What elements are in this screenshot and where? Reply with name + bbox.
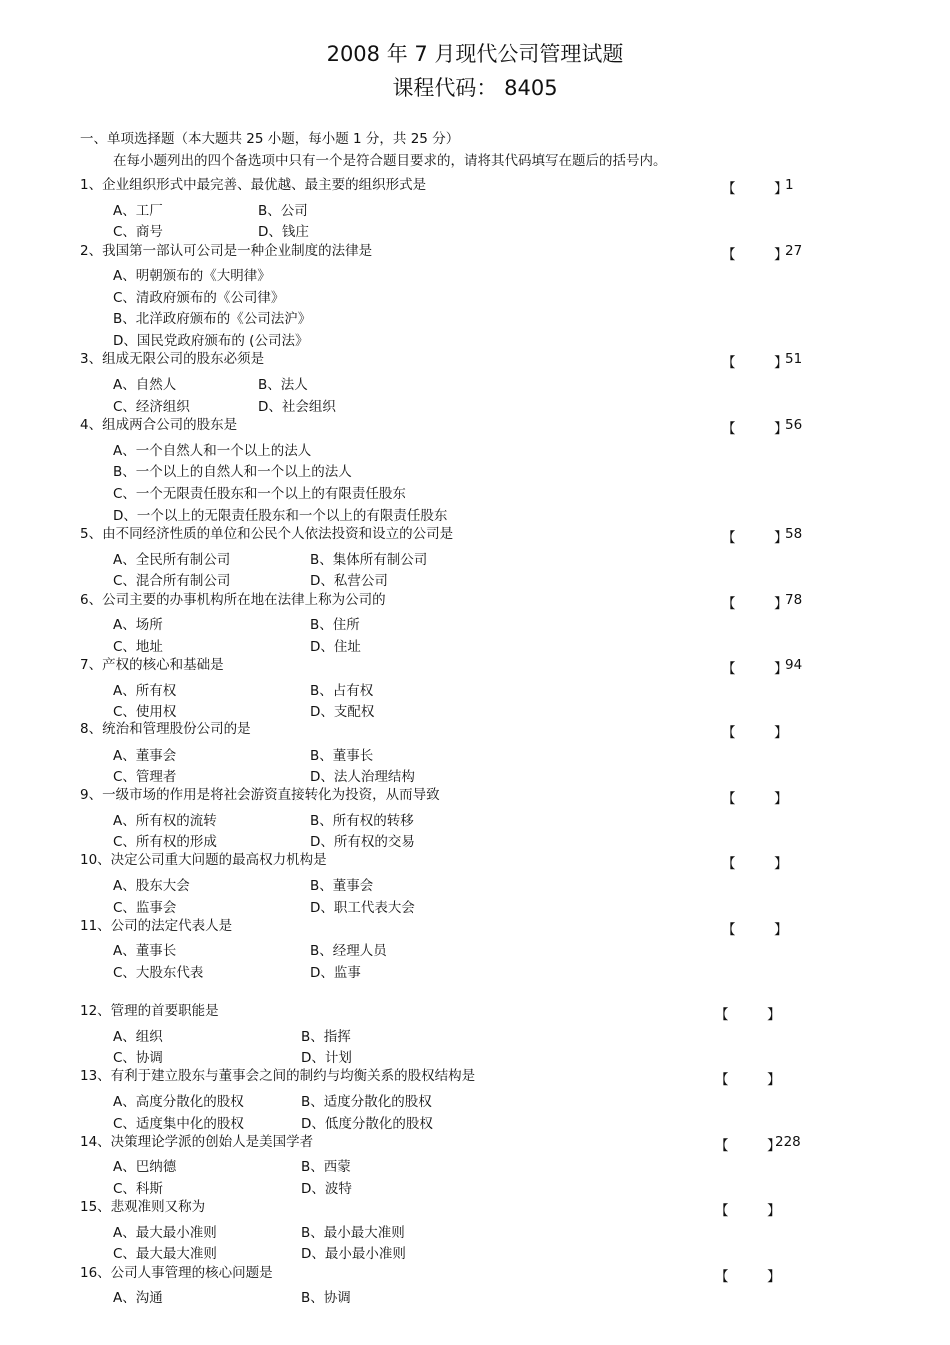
answer-option: D、计划 — [301, 1050, 352, 1066]
answer-option: D、低度分散化的股权 — [301, 1116, 433, 1132]
answer-bracket: 【 】 — [722, 661, 788, 677]
answer-option: D、住址 — [310, 639, 361, 655]
answer-option: D、私营公司 — [310, 573, 388, 589]
page-reference: 78 — [785, 592, 803, 608]
answer-option: C、经济组织 — [113, 399, 190, 415]
answer-option: A、全民所有制公司 — [113, 552, 231, 568]
answer-option: A、董事会 — [113, 748, 177, 764]
section-heading: 一、单项选择题（本大题共 25 小题，每小题 1 分，共 25 分） — [80, 131, 460, 147]
answer-option: A、高度分散化的股权 — [113, 1094, 244, 1110]
answer-option: D、波特 — [301, 1181, 352, 1197]
answer-option: D、法人治理结构 — [310, 769, 415, 785]
answer-option: C、科斯 — [113, 1181, 163, 1197]
answer-option: C、清政府颁布的《公司律》 — [113, 290, 285, 306]
question-stem: 11、公司的法定代表人是 — [80, 918, 233, 934]
question-stem: 16、公司人事管理的核心问题是 — [80, 1265, 273, 1281]
question-stem: 4、组成两合公司的股东是 — [80, 417, 238, 433]
answer-bracket: 【 】 — [722, 181, 788, 197]
answer-option: A、一个自然人和一个以上的法人 — [113, 443, 312, 459]
answer-option: D、所有权的交易 — [310, 834, 415, 850]
answer-bracket: 【 】 — [715, 1203, 781, 1219]
question-stem: 10、决定公司重大问题的最高权力机构是 — [80, 852, 327, 868]
answer-bracket: 【 】 — [722, 725, 788, 741]
answer-bracket: 【 】 — [722, 856, 788, 872]
answer-option: A、沟通 — [113, 1290, 163, 1306]
answer-option: B、经理人员 — [310, 943, 387, 959]
answer-option: B、董事长 — [310, 748, 374, 764]
instruction-text: 在每小题列出的四个备选项中只有一个是符合题目要求的，请将其代码填写在题后的括号内。 — [113, 153, 667, 169]
answer-bracket: 【 】 — [715, 1007, 781, 1023]
answer-option: D、最小最小准则 — [301, 1246, 406, 1262]
exam-title: 2008 年 7 月现代公司管理试题 — [326, 42, 624, 66]
answer-option: D、钱庄 — [258, 224, 309, 240]
answer-option: B、适度分散化的股权 — [301, 1094, 432, 1110]
question-stem: 9、一级市场的作用是将社会游资直接转化为投资，从而导致 — [80, 787, 440, 803]
question-stem: 6、公司主要的办事机构所在地在法律上称为公司的 — [80, 592, 386, 608]
answer-option: B、公司 — [258, 203, 308, 219]
answer-option: D、国民党政府颁布的 (公司法》 — [113, 333, 309, 349]
answer-bracket: 【 】 — [722, 421, 788, 437]
course-code: 课程代码： 8405 — [392, 76, 558, 100]
answer-bracket: 【 】 — [722, 791, 788, 807]
answer-bracket: 【 】 — [722, 596, 788, 612]
page-reference: 51 — [785, 351, 803, 367]
question-stem: 12、管理的首要职能是 — [80, 1003, 219, 1019]
answer-option: D、监事 — [310, 965, 361, 981]
question-stem: 15、悲观准则又称为 — [80, 1199, 206, 1215]
answer-option: A、工厂 — [113, 203, 163, 219]
page-reference: 56 — [785, 417, 803, 433]
answer-bracket: 【 】 — [722, 355, 788, 371]
answer-option: C、管理者 — [113, 769, 177, 785]
answer-option: C、最大最大准则 — [113, 1246, 217, 1262]
answer-option: B、所有权的转移 — [310, 813, 414, 829]
answer-bracket: 【 】 — [722, 247, 788, 263]
answer-option: C、协调 — [113, 1050, 163, 1066]
answer-option: A、所有权 — [113, 683, 177, 699]
answer-option: A、所有权的流转 — [113, 813, 217, 829]
answer-option: D、支配权 — [310, 704, 375, 720]
answer-bracket: 【 】 — [722, 922, 788, 938]
answer-option: A、最大最小准则 — [113, 1225, 217, 1241]
answer-option: B、住所 — [310, 617, 360, 633]
answer-option: C、商号 — [113, 224, 163, 240]
question-stem: 8、统治和管理股份公司的是 — [80, 721, 251, 737]
page-reference: 27 — [785, 243, 803, 259]
answer-bracket: 【 】 — [715, 1138, 781, 1154]
question-stem: 13、有利于建立股东与董事会之间的制约与均衡关系的股权结构是 — [80, 1068, 476, 1084]
page-reference: 94 — [785, 657, 803, 673]
page-reference: 228 — [775, 1134, 801, 1150]
answer-option: B、董事会 — [310, 878, 374, 894]
question-stem: 14、决策理论学派的创始人是美国学者 — [80, 1134, 314, 1150]
answer-option: C、一个无限责任股东和一个以上的有限责任股东 — [113, 486, 406, 502]
answer-option: A、董事长 — [113, 943, 177, 959]
answer-option: C、适度集中化的股权 — [113, 1116, 244, 1132]
answer-option: B、法人 — [258, 377, 308, 393]
answer-option: C、地址 — [113, 639, 163, 655]
page-reference: 1 — [785, 177, 794, 193]
answer-option: A、巴纳德 — [113, 1159, 177, 1175]
answer-option: C、使用权 — [113, 704, 177, 720]
answer-option: C、大股东代表 — [113, 965, 204, 981]
answer-option: C、所有权的形成 — [113, 834, 217, 850]
answer-option: B、一个以上的自然人和一个以上的法人 — [113, 464, 352, 480]
question-stem: 1、企业组织形式中最完善、最优越、最主要的组织形式是 — [80, 177, 427, 193]
answer-bracket: 【 】 — [722, 530, 788, 546]
question-stem: 3、组成无限公司的股东必须是 — [80, 351, 265, 367]
answer-option: A、明朝颁布的《大明律》 — [113, 268, 271, 284]
answer-option: B、协调 — [301, 1290, 351, 1306]
question-stem: 2、我国第一部认可公司是一种企业制度的法律是 — [80, 243, 373, 259]
answer-option: A、场所 — [113, 617, 163, 633]
answer-bracket: 【 】 — [715, 1072, 781, 1088]
answer-option: B、最小最大准则 — [301, 1225, 405, 1241]
answer-option: D、一个以上的无限责任股东和一个以上的有限责任股东 — [113, 508, 448, 524]
answer-option: C、混合所有制公司 — [113, 573, 231, 589]
answer-option: D、职工代表大会 — [310, 900, 415, 916]
question-stem: 5、由不同经济性质的单位和公民个人依法投资和设立的公司是 — [80, 526, 454, 542]
answer-option: B、指挥 — [301, 1029, 351, 1045]
answer-option: A、股东大会 — [113, 878, 190, 894]
answer-option: B、集体所有制公司 — [310, 552, 428, 568]
answer-option: B、占有权 — [310, 683, 374, 699]
page-reference: 58 — [785, 526, 803, 542]
answer-option: C、监事会 — [113, 900, 177, 916]
answer-option: A、组织 — [113, 1029, 163, 1045]
answer-option: B、北洋政府颁布的《公司法沪》 — [113, 311, 312, 327]
answer-option: A、自然人 — [113, 377, 177, 393]
answer-bracket: 【 】 — [715, 1269, 781, 1285]
question-stem: 7、产权的核心和基础是 — [80, 657, 224, 673]
answer-option: B、西蒙 — [301, 1159, 351, 1175]
answer-option: D、社会组织 — [258, 399, 336, 415]
